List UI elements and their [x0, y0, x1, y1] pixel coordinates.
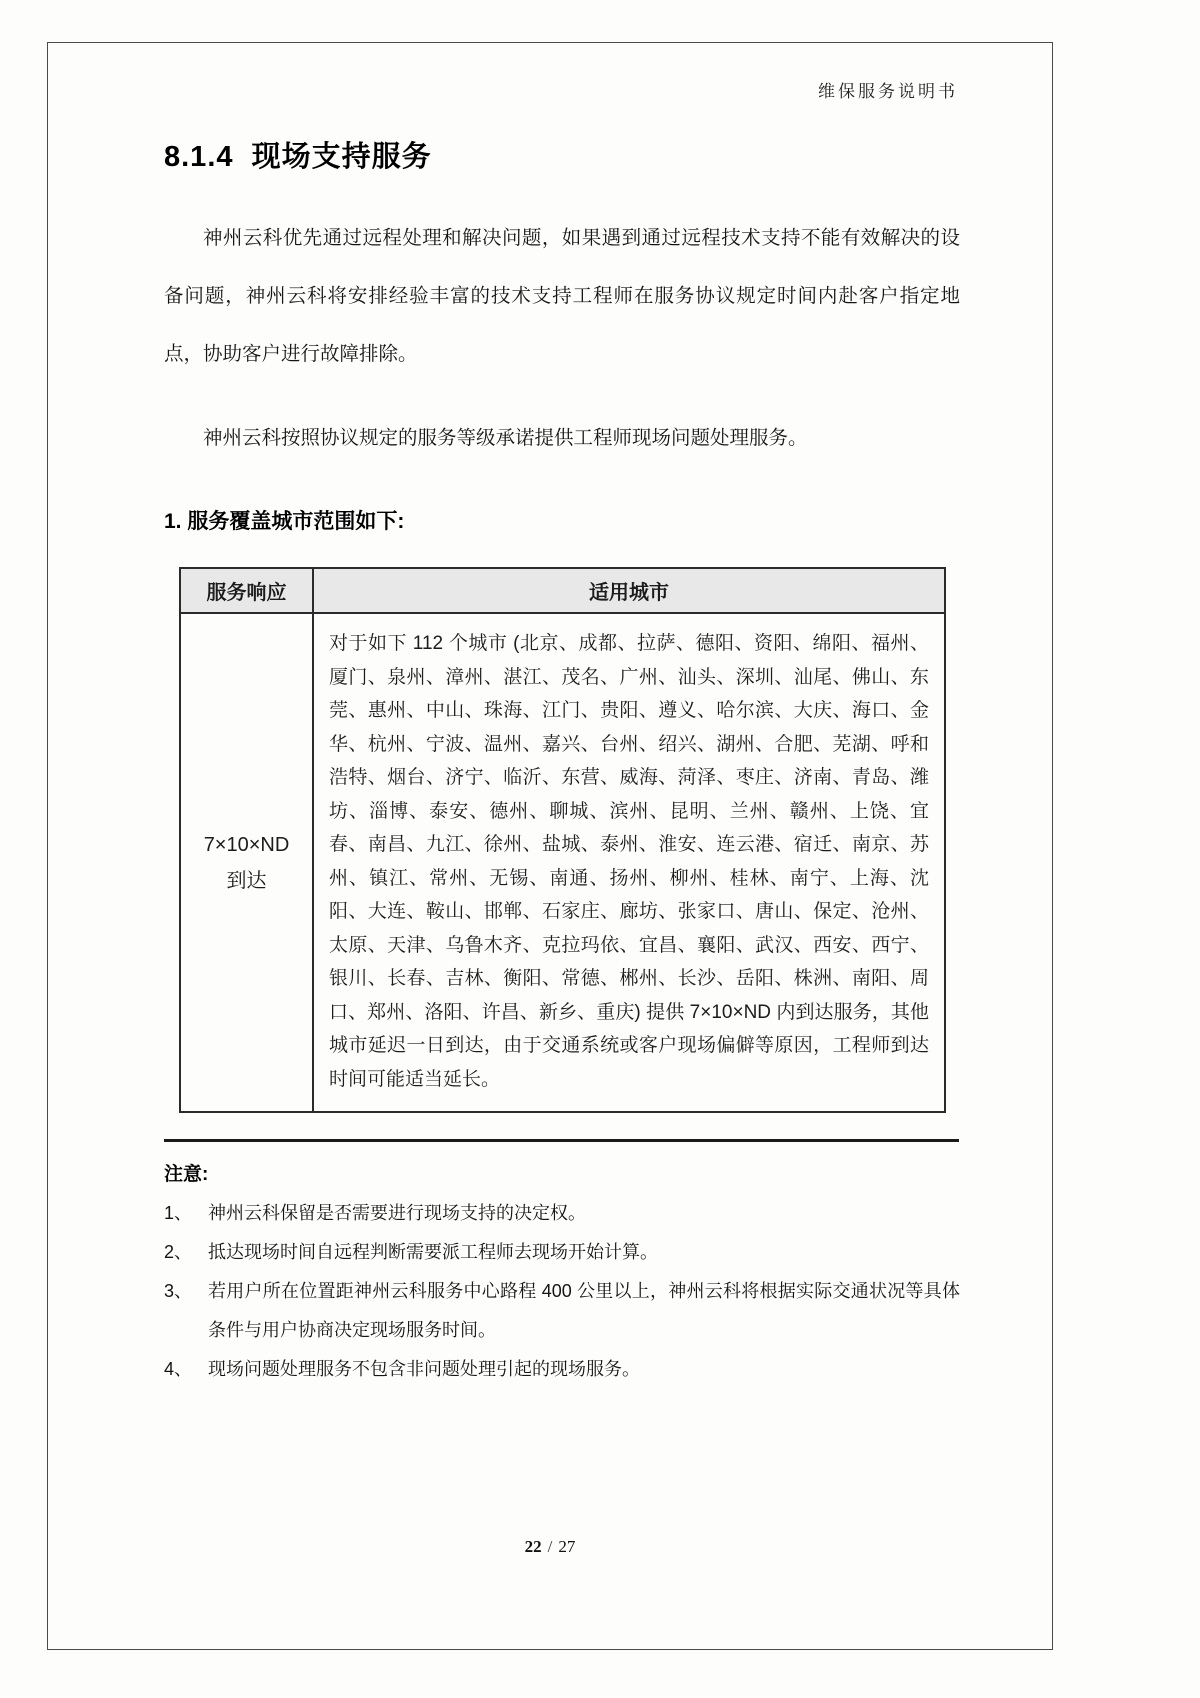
service-response-line2: 到达 [226, 869, 267, 892]
column-header-applicable-cities: 适用城市 [313, 568, 945, 613]
note-text: 现场问题处理服务不包含非问题处理引起的现场服务。 [208, 1359, 640, 1379]
page-footer [48, 1537, 1052, 1557]
note-item-4 [164, 1350, 960, 1389]
cell-service-response [180, 613, 313, 1112]
section-title-text: 现场支持服务 [251, 141, 432, 173]
note-number: 2、 [164, 1242, 193, 1262]
sub-heading-coverage: 1. 服务覆盖城市范围如下: [164, 510, 405, 533]
note-item-2 [164, 1233, 960, 1272]
note-text: 抵达现场时间自远程判断需要派工程师去现场开始计算。 [208, 1242, 658, 1262]
column-header-service-response: 服务响应 [180, 568, 313, 613]
note-number: 1、 [164, 1203, 193, 1223]
note-item-3 [164, 1272, 960, 1350]
paragraph-1: 神州云科优先通过远程处理和解决问题，如果遇到通过远程技术支持不能有效解决的设备问题，神州云科将安排经验丰富的技术支持工程师在服务协议规定时间内赴客户指定地点，协助客户进行故障排除。 [164, 227, 960, 365]
horizontal-divider [164, 1139, 959, 1142]
cell-applicable-cities: 对于如下 112 个城市 (北京、成都、拉萨、德阳、资阳、绵阳、福州、厦门、泉州、漳州、湛江、茂名、广州、汕头、深圳、汕尾、佛山、东莞、惠州、中山、珠海、江门、贵阳、遵义、哈尔滨、大庆、海口、金华、杭州、宁波、温州、嘉兴、台州、绍兴、湖州、合肥、芜湖、呼和浩特、烟台、济宁、临沂、东营、威海、菏泽、枣庄、济南、青岛、潍坊、淄博、泰安、德州、聊城、滨州、昆明、兰州、赣州、上饶、宜春、南昌、九江、徐州、盐城、泰州、淮安、连云港、宿迁、南京、苏州、镇江、常州、无锡、南通、扬州、柳州、桂林、南宁、上海、沈阳、大连、鞍山、邯郸、石家庄、廊坊、张家口、唐山、保定、沧州、太原、天津、乌鲁木齐、克拉玛依、宜昌、襄阳、武汉、西安、西宁、银川、长春、吉林、衡阳、常德、郴州、长沙、岳阳、株洲、南阳、周口、郑州、洛阳、许昌、新乡、重庆) 提供 7×10×ND 内到达服务，其他城市延迟一日到达，由于交通系统或客户现场偏僻等原因，工程师到达时间可能适当延长。 [313, 613, 945, 1112]
table-head [180, 568, 945, 613]
header-title: 维保服务说明书 [818, 82, 958, 101]
notes-title: 注意: [164, 1164, 209, 1185]
footer-separator: / [547, 1537, 553, 1556]
service-coverage-table [179, 567, 946, 1113]
service-response-line1: 7×10×ND [203, 833, 290, 856]
notes-section [164, 1156, 960, 1389]
paragraph-2: 神州云科按照协议规定的服务等级承诺提供工程师现场问题处理服务。 [203, 427, 808, 449]
table-body [180, 613, 945, 1112]
table-row [180, 613, 945, 1112]
page-content [48, 43, 1052, 1649]
page-border-frame [47, 42, 1053, 1650]
section-title [164, 134, 960, 175]
footer-page-total: 27 [558, 1537, 576, 1556]
footer-page-number: 22 [524, 1537, 542, 1556]
note-number: 4、 [164, 1359, 193, 1379]
note-text: 神州云科保留是否需要进行现场支持的决定权。 [208, 1203, 586, 1223]
note-text: 若用户所在位置距神州云科服务中心路程 400 公里以上，神州云科将根据实际交通状况等具体条件与用户协商决定现场服务时间。 [208, 1281, 960, 1340]
section-number: 8.1.4 [164, 141, 234, 173]
table-header-row [180, 568, 945, 613]
note-item-1 [164, 1194, 960, 1233]
note-number: 3、 [164, 1281, 193, 1301]
page-header [164, 77, 960, 102]
